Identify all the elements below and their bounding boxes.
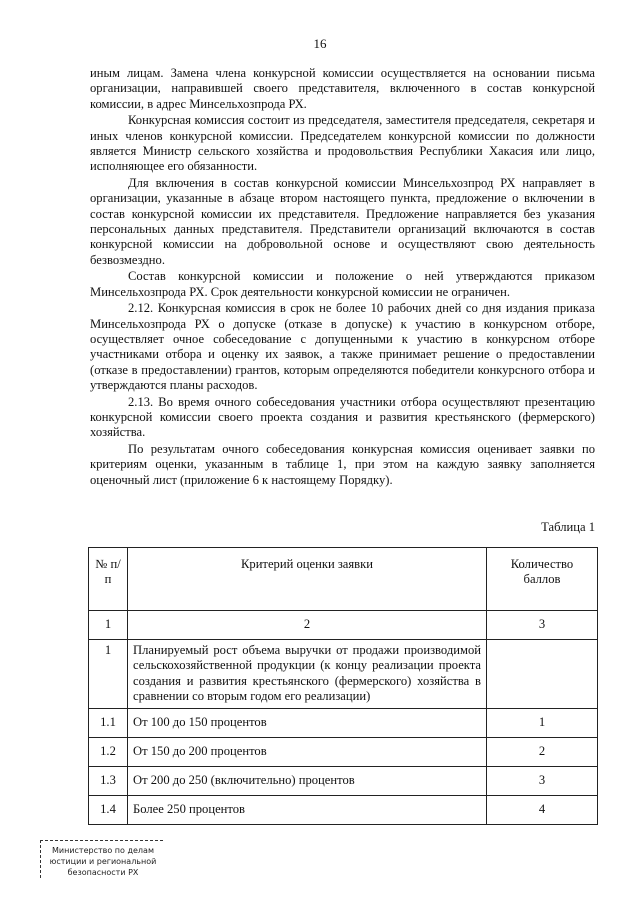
index-points: 3 bbox=[487, 611, 598, 640]
table-index-row bbox=[89, 611, 598, 640]
row-points: 4 bbox=[487, 795, 598, 824]
stamp-line: Министерство по делам bbox=[52, 846, 154, 855]
paragraph: Конкурсная комиссия состоит из председателя, заместителя председателя, секретаря и иных членов конкурсной комиссии. Председателем конкурсной комиссии по должности является Министр сельского хозяйства и продовольствия Республики Хакасия или лицо, исполняющее его обязанности. bbox=[90, 113, 595, 174]
paragraph: 2.13. Во время очного собеседования участники отбора осуществляют презентацию конкурсной комиссии своего проекта создания и развития крестьянского (фермерского) хозяйства. bbox=[90, 394, 595, 440]
paragraph: иным лицам. Замена члена конкурсной комиссии осуществляется на основании письма организации, направившей своего представителя, включенного в состав конкурсной комиссии, в адрес Минсельхозпрода РХ. bbox=[90, 66, 595, 111]
table-header-row bbox=[89, 548, 598, 611]
row-points bbox=[487, 640, 598, 709]
row-num: 1.3 bbox=[89, 766, 128, 795]
row-criterion: От 150 до 200 процентов bbox=[128, 737, 487, 766]
page-number: 16 bbox=[313, 36, 327, 51]
row-criterion: Планируемый рост объема выручки от продажи производимой сельскохозяйственной продукции (к концу реализации проекта создания и развития крестьянского (фермерского) хозяйства в сравнении со вторым годом его реализации) bbox=[128, 640, 487, 709]
index-num: 1 bbox=[89, 611, 128, 640]
row-criterion: От 100 до 150 процентов bbox=[128, 708, 487, 737]
ministry-stamp bbox=[40, 840, 163, 878]
paragraph: Для включения в состав конкурсной комиссии Минсельхозпрод РХ направляет в организации, указанные в абзаце втором настоящего пункта, предложение о включении в состав конкурсной комиссии их представителя. Предложение направляется без указания персональных данных представителя. Представители организаций включаются в состав конкурсной комиссии на добровольной основе и осуществляют свою деятельность безвозмездно. bbox=[90, 175, 595, 267]
row-criterion: От 200 до 250 (включительно) процентов bbox=[128, 766, 487, 795]
row-num: 1.2 bbox=[89, 737, 128, 766]
table-row bbox=[89, 795, 598, 824]
header-criterion: Критерий оценки заявки bbox=[128, 548, 487, 611]
row-num: 1.4 bbox=[89, 795, 128, 824]
table-row bbox=[89, 640, 598, 709]
header-points: Количество баллов bbox=[487, 548, 598, 611]
paragraph: 2.12. Конкурсная комиссия в срок не более 10 рабочих дней со дня издания приказа Минсельхозпрода РХ о допуске (отказе в допуске) к участию в конкурсном отборе, осуществляет очное собеседование с допущенными к участию в конкурсном отборе участниками отбора и оценку их заявок, а также принимает решение о предоставлении (отказе в предоставлении) грантов, которым определяются победители конкурсного отбора и утверждаются планы расходов. bbox=[90, 301, 595, 393]
header-num: № п/п bbox=[89, 548, 128, 611]
table-row bbox=[89, 737, 598, 766]
body-text bbox=[90, 66, 595, 488]
row-num: 1 bbox=[89, 640, 128, 709]
paragraph: По результатам очного собеседования конкурсная комиссия оценивает заявки по критериям оценки, указанным в таблице 1, при этом на каждую заявку заполняется оценочный лист (приложение 6 к настоящему Порядку). bbox=[90, 441, 595, 487]
row-points: 3 bbox=[487, 766, 598, 795]
row-criterion: Более 250 процентов bbox=[128, 795, 487, 824]
table-row bbox=[89, 766, 598, 795]
table-row bbox=[89, 708, 598, 737]
row-num: 1.1 bbox=[89, 708, 128, 737]
criteria-table bbox=[88, 547, 598, 825]
stamp-line: безопасности РХ bbox=[67, 868, 139, 877]
row-points: 1 bbox=[487, 708, 598, 737]
row-points: 2 bbox=[487, 737, 598, 766]
paragraph: Состав конкурсной комиссии и положение о ней утверждаются приказом Минсельхозпрода РХ. Срок деятельности конкурсной комиссии не ограничен. bbox=[90, 269, 595, 299]
index-criterion: 2 bbox=[128, 611, 487, 640]
table-caption: Таблица 1 bbox=[541, 520, 595, 534]
stamp-line: юстиции и региональной bbox=[49, 857, 157, 866]
